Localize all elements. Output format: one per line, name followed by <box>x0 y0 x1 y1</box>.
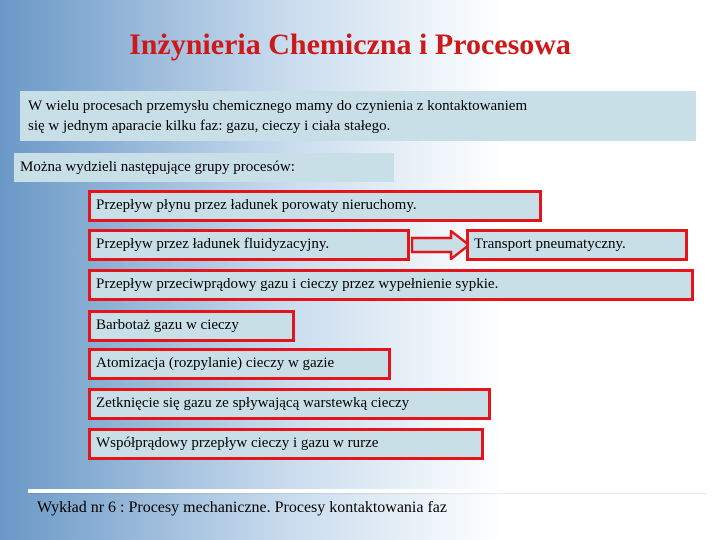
process-atomization: Atomizacja (rozpylanie) cieczy w gazie <box>88 348 391 380</box>
footer-divider <box>28 489 706 493</box>
process-pneumatic-transport: Transport pneumatyczny. <box>466 229 688 261</box>
groups-label: Można wydzieli następujące grupy procesów: <box>14 153 394 182</box>
intro-line-2: się w jednym aparacie kilku faz: gazu, cieczy i ciała stałego. <box>28 118 391 134</box>
process-falling-film: Zetknięcie się gazu ze spływającą warstewką cieczy <box>88 388 491 420</box>
process-gas-bubbling: Barbotaż gazu w cieczy <box>88 310 295 342</box>
process-cocurrent-pipe-flow: Współprądowy przepływ cieczy i gazu w rurze <box>88 428 484 460</box>
intro-line-1: W wielu procesach przemysłu chemicznego mamy do czynienia z kontaktowaniem <box>28 98 528 114</box>
process-porous-bed: Przepływ płynu przez ładunek porowaty nieruchomy. <box>88 190 542 222</box>
slide-title: Inżynieria Chemiczna i Procesowa <box>129 28 571 61</box>
right-arrow-icon <box>411 230 471 260</box>
process-countercurrent-packing: Przepływ przeciwprądowy gazu i cieczy przez wypełnienie sypkie. <box>88 269 694 301</box>
intro-text-box <box>20 91 696 141</box>
process-fluidized-bed: Przepływ przez ładunek fluidyzacyjny. <box>88 229 410 261</box>
footer-text: Wykład nr 6 : Procesy mechaniczne. Procesy kontaktowania faz <box>37 499 447 516</box>
